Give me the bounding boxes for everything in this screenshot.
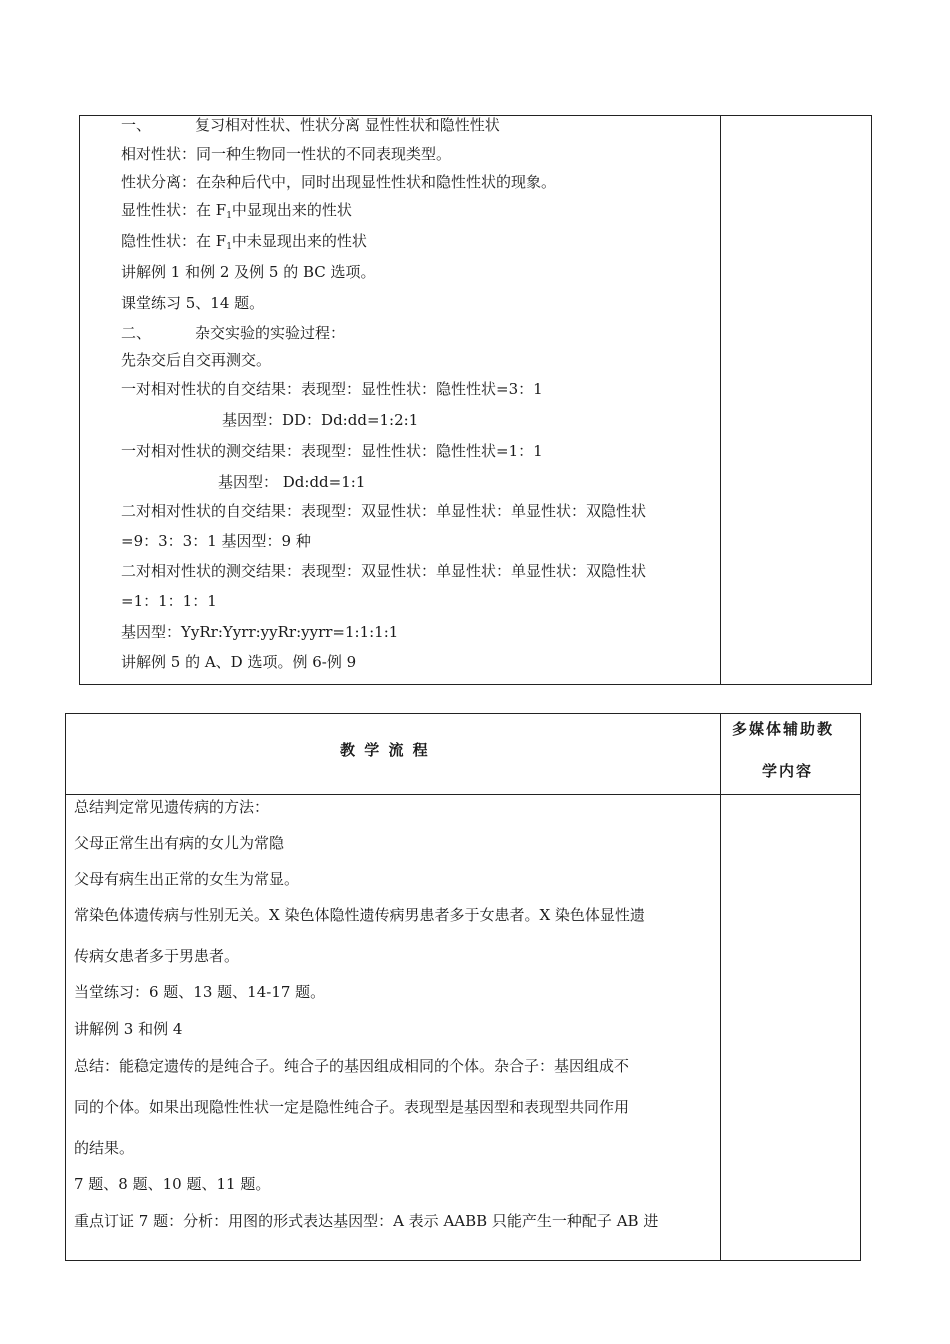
text-line: 性状分离：在杂种后代中，同时出现显性性状和隐性性状的现象。 [121,173,557,191]
text-line: 重点订证 7 题：分析：用图的形式表达基因型：A 表示 AABB 只能产生一种配子 AB 进 [74,1212,659,1230]
section-title: 杂交实验的实验过程： [195,324,346,342]
subscript: 1 [226,242,232,252]
text-line: 基因型：DD：Dd:dd=1:2:1 [222,411,419,429]
text-line: 讲解例 5 的 A、D 选项。例 6-例 9 [121,653,357,671]
text-line: 二对相对性状的测交结果：表现型：双显性状：单显性状：单显性状：双隐性状 [121,562,647,580]
text-line: 父母正常生出有病的女儿为常隐 [74,834,285,852]
section-heading-2 [121,324,345,342]
text-line: 课堂练习 5、14 题。 [121,294,265,312]
text-line: 相对性状：同一种生物同一性状的不同表现类型。 [121,145,452,163]
column-divider [720,714,721,1260]
text-line [121,232,367,256]
section-heading-1 [121,116,500,134]
section-title: 复习相对性状、性状分离 显性性状和隐性性状 [195,116,500,134]
text-fragment: 中显现出来的性状 [231,201,352,219]
text-line: 讲解例 3 和例 4 [74,1020,183,1038]
multimedia-cell [721,116,871,684]
text-line: 一对相对性状的自交结果：表现型：显性性状：隐性性状=3：1 [121,380,543,398]
text-line: 总结判定常见遗传病的方法： [74,798,270,816]
text-line: 基因型： Dd:dd=1:1 [218,473,366,491]
text-line: =9：3：3：1 基因型：9 种 [121,532,311,550]
teaching-flow-header: 教 学 流 程 [340,741,430,759]
text-line: 父母有病生出正常的女生为常显。 [74,870,300,888]
text-line: 的结果。 [74,1139,135,1157]
text-fragment: 中未显现出来的性状 [231,232,367,250]
text-fragment: 隐性性状：在 F [121,232,227,250]
multimedia-header-line2: 学内容 [762,762,814,780]
header-divider [66,794,860,795]
text-line: 讲解例 1 和例 2 及例 5 的 BC 选项。 [121,263,376,281]
subscript: 1 [226,211,232,221]
text-line: 先杂交后自交再测交。 [121,351,272,369]
text-line: 二对相对性状的自交结果：表现型：双显性状：单显性状：单显性状：双隐性状 [121,502,647,520]
section-number: 一、 [121,116,152,134]
text-line: =1：1：1：1 [121,592,217,610]
text-line: 一对相对性状的测交结果：表现型：显性性状：隐性性状=1：1 [121,442,543,460]
text-line: 当堂练习：6 题、13 题、14-17 题。 [74,983,326,1001]
text-fragment: 显性性状：在 F [121,201,227,219]
text-line: 7 题、8 题、10 题、11 题。 [74,1175,271,1193]
text-line: 常染色体遗传病与性别无关。X 染色体隐性遗传病男患者多于女患者。X 染色体显性遗 [74,906,645,924]
text-line [121,201,352,225]
text-line: 总结：能稳定遗传的是纯合子。纯合子的基因组成相同的个体。杂合子：基因组成不 [74,1057,630,1075]
section-number: 二、 [121,324,152,342]
text-line: 同的个体。如果出现隐性性状一定是隐性纯合子。表现型是基因型和表现型共同作用 [74,1098,630,1116]
text-line: 传病女患者多于男患者。 [74,947,240,965]
multimedia-header-line1: 多媒体辅助教 [732,720,835,738]
text-line: 基因型：YyRr:Yyrr:yyRr:yyrr=1:1:1:1 [121,623,399,641]
